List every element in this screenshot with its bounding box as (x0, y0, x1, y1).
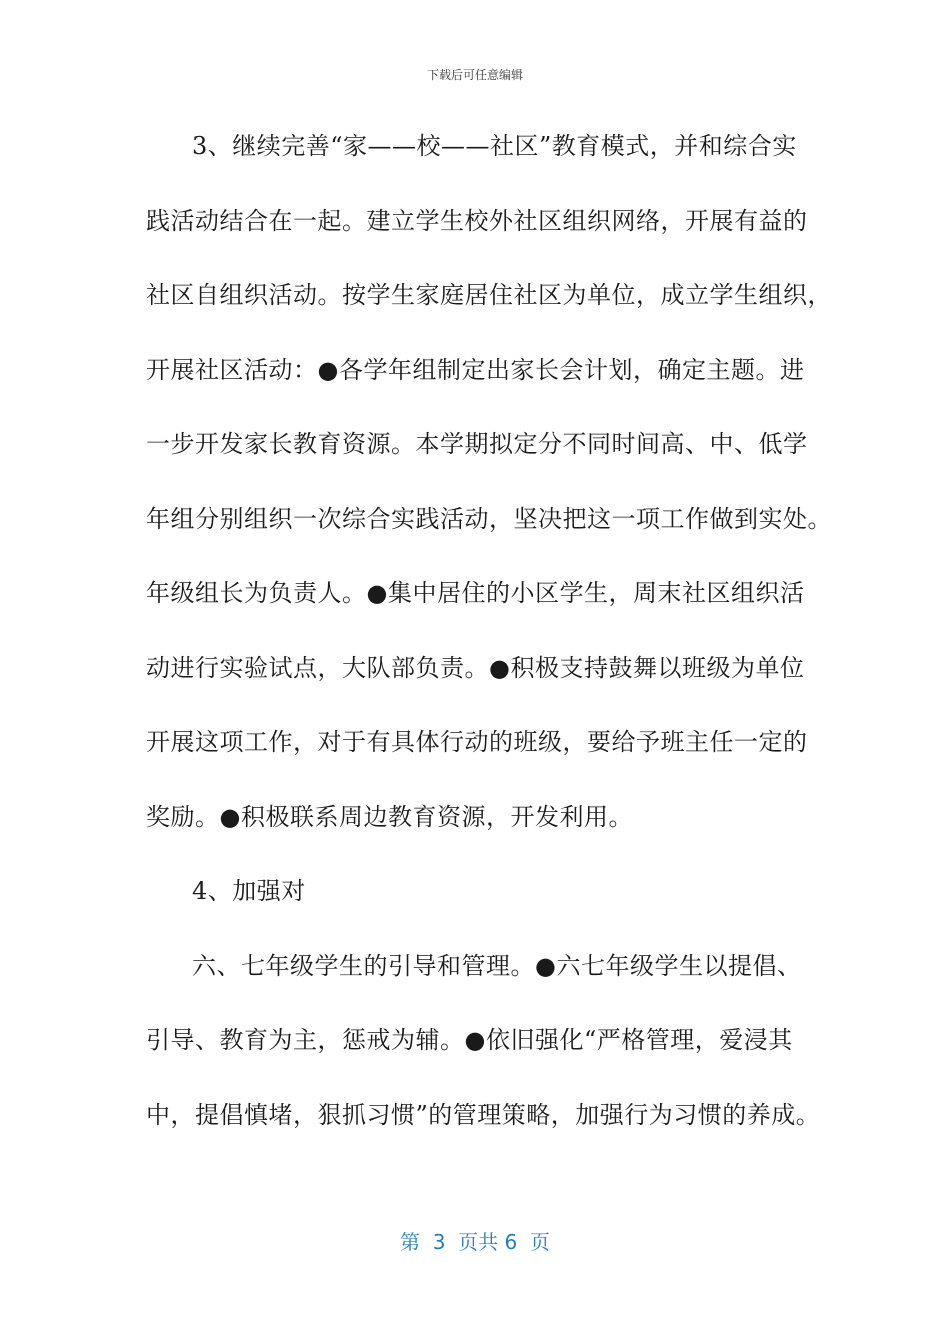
paragraph-line: 奖励。●积极联系周边教育资源，开发利用。 (146, 802, 633, 831)
paragraph-line: 年组分别组织一次综合实践活动，坚决把这一项工作做到实处。 (146, 504, 832, 533)
paragraph-line: 一步开发家长教育资源。本学期拟定分不同时间高、中、低学 (146, 430, 808, 458)
document-body (146, 118, 832, 1161)
paragraph-line: 4、加强对 (192, 877, 306, 905)
paragraph-line: 开展社区活动：●各学年组制定出家长会计划，确定主题。进 (146, 355, 805, 384)
paragraph-line: 引导、教育为主，惩戒为辅。●依旧强化“严格管理，爱浸其 (146, 1026, 793, 1054)
paragraph-line: 开展这项工作，对于有具体行动的班级，要给予班主任一定的 (146, 728, 808, 756)
paragraph-line: 中，提倡慎堵，狠抓习惯”的管理策略，加强行为习惯的养成。 (146, 1100, 821, 1129)
page-number: 第 3 页共 6 页 (400, 1230, 550, 1254)
paragraph-line: 践活动结合在一起。建立学生校外社区组织网络，开展有益的 (146, 206, 808, 235)
paragraph-line: 社区自组织活动。按学生家庭居住社区为单位，成立学生组织， (146, 281, 832, 309)
paragraph-line: 年级组长为负责人。●集中居住的小区学生，周末社区组织活 (146, 579, 805, 607)
paragraph-line: 六、七年级学生的引导和管理。●六七年级学生以提倡、 (192, 951, 802, 980)
paragraph-line: 动进行实验试点，大队部负责。●积极支持鼓舞以班级为单位 (146, 653, 805, 682)
header-note: 下载后可任意编辑 (426, 68, 523, 82)
paragraph-line: 3、继续完善“家——校——社区”教育模式，并和综合实 (192, 132, 797, 160)
